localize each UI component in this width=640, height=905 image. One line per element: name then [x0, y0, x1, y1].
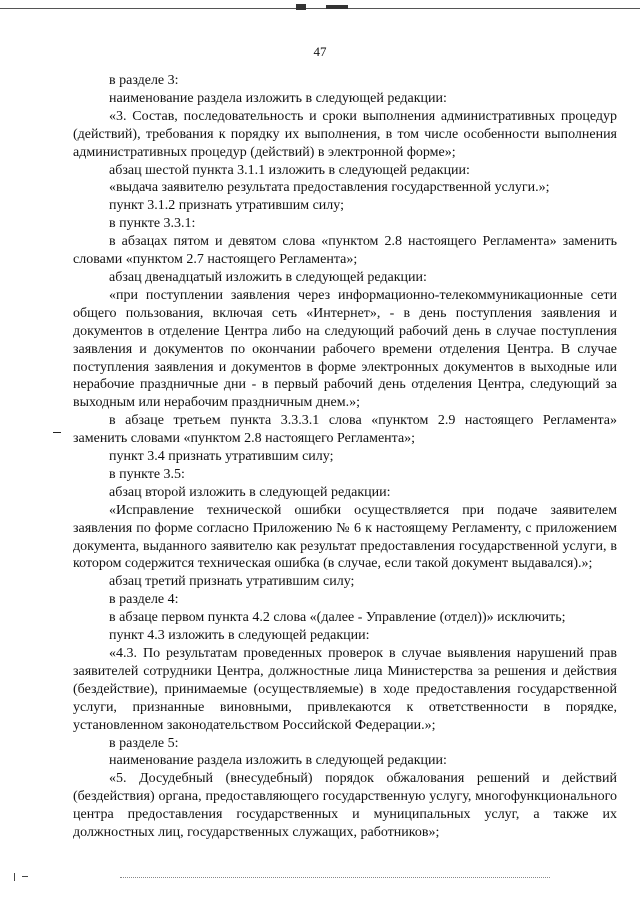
scan-line: [0, 8, 640, 9]
paragraph: в абзаце первом пункта 4.2 слова «(далее - Управление (отдел))» исключить;: [109, 610, 566, 626]
paragraph: абзац двенадцатый изложить в следующей редакции:: [109, 269, 427, 285]
paragraph: «Исправление технической ошибки осуществляется при подаче заявителем заявления по форме согласно Приложению № 6 к настоящему Регламенту, с приложением документа, выданного заявителю как результат предоставления государственной услуги, в котором содержится техническая ошибка (в случае, если такой документ выдавался).»;: [73, 502, 617, 572]
paragraph: «при поступлении заявления через информационно-телекоммуникационные сети общего пользования, включая сеть «Интернет», - в день поступления заявления и документов в отделение Центра либо на следующий рабочий день в случае поступления заявления и документов по окончании рабочего времени отделения Центра. В случае поступления заявления и документов в форме электронных документов в выходные или нерабочие праздничные дни - в первый рабочий день отделения Центра, следующий за выходным или нерабочим праздничным днем.»;: [73, 287, 617, 411]
paragraph: в абзаце третьем пункта 3.3.3.1 слова «пунктом 2.9 настоящего Регламента» заменить словами «пунктом 2.8 настоящего Регламента»;: [73, 413, 617, 447]
paragraph: «3. Состав, последовательность и сроки выполнения административных процедур (действий), требования к порядку их выполнения, в том числе особенности выполнения административных процедур (действий) в электронной форме»;: [73, 108, 617, 160]
paragraph: абзац третий признать утратившим силу;: [109, 574, 355, 590]
margin-mark: [53, 432, 61, 433]
paragraph: «выдача заявителю результата предоставления государственной услуги.»;: [109, 180, 550, 196]
paragraph: в пункте 3.5:: [109, 466, 185, 482]
scan-top-edge: [0, 7, 640, 10]
paragraph: пункт 3.4 признать утратившим силу;: [109, 449, 334, 465]
document-body: [73, 72, 617, 842]
paragraph: «5. Досудебный (внесудебный) порядок обжалования решений и действий (бездействия) органа, предоставляющего государственную услугу, многофункционального центра предоставления государственных и муниципальных услуг, а также их должностных лиц, государственных служащих, работников»;: [73, 771, 617, 841]
paragraph: в разделе 5:: [109, 735, 179, 751]
scan-dots: [120, 877, 550, 879]
paragraph: в абзацах пятом и девятом слова «пунктом 2.8 настоящего Регламента» заменить словами «пунктом 2.7 настоящего Регламента»;: [73, 234, 617, 268]
paragraph: в разделе 4:: [109, 592, 179, 608]
scan-bottom-edge: [0, 877, 640, 879]
paragraph: пункт 4.3 изложить в следующей редакции:: [109, 628, 370, 644]
paragraph: пункт 3.1.2 признать утратившим силу;: [109, 198, 344, 214]
paragraph: «4.3. По результатам проведенных проверок в случае выявления нарушений прав заявителей сотрудники Центра, должностные лица Министерства за решения и действия (бездействие), принимаемые (осуществляемые) в ходе предоставления государственной услуги, признанные виновными, привлекаются к ответственности в порядке, установленном законодательством Российской Федерации.»;: [73, 646, 617, 733]
paragraph: абзац шестой пункта 3.1.1 изложить в следующей редакции:: [109, 162, 470, 178]
scan-mark: [14, 873, 15, 881]
scan-mark: [296, 4, 306, 10]
paragraph: наименование раздела изложить в следующей редакции:: [109, 90, 447, 106]
scan-mark: [22, 876, 28, 877]
paragraph: абзац второй изложить в следующей редакции:: [109, 484, 391, 500]
page-number: 47: [313, 44, 327, 59]
paragraph: наименование раздела изложить в следующей редакции:: [109, 753, 447, 769]
scan-mark: [326, 5, 348, 9]
paragraph: в разделе 3:: [109, 73, 179, 88]
paragraph: в пункте 3.3.1:: [109, 216, 196, 232]
